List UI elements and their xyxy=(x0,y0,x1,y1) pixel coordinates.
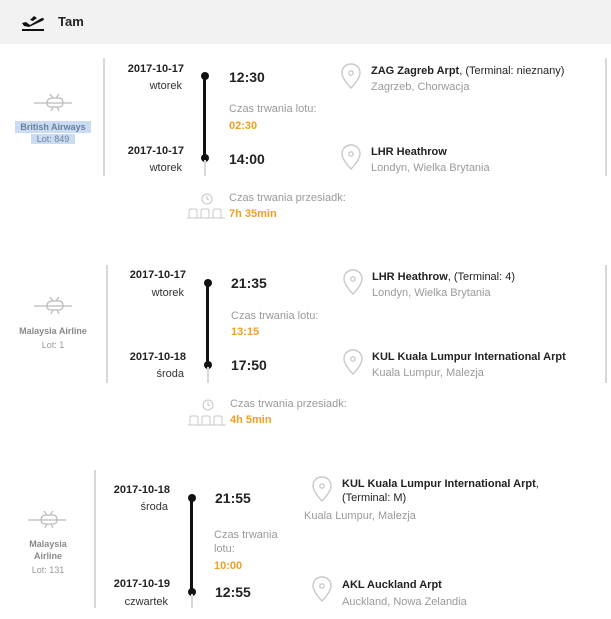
waiting-seats-icon xyxy=(187,414,227,426)
location-pin-icon xyxy=(342,349,364,375)
departure-city: Zagrzeb, Chorwacja xyxy=(371,81,470,93)
arrival-city: Auckland, Nowa Zelandia xyxy=(342,596,467,608)
arrival-date: 2017-10-18 xyxy=(129,351,186,363)
arrival-time: 17:50 xyxy=(231,357,267,373)
flight-duration-label: Czas trwania lotu: xyxy=(229,103,317,115)
terminal-info: , (Terminal: 4) xyxy=(447,271,516,283)
layover-duration: 4h 5min xyxy=(230,414,272,426)
departure-date: 2017-10-17 xyxy=(129,269,186,281)
layover-duration: 7h 35min xyxy=(229,208,277,220)
plane-departure-icon xyxy=(20,10,46,32)
location-pin-icon xyxy=(342,269,364,295)
airplane-icon xyxy=(33,93,73,113)
departure-weekday: wtorek xyxy=(151,287,184,299)
departure-weekday: wtorek xyxy=(149,80,182,92)
departure-airport xyxy=(372,270,602,284)
section-header xyxy=(0,0,611,44)
flight-duration-value: 13:15 xyxy=(231,326,260,338)
arrival-airport xyxy=(372,350,602,364)
airline-name: Malaysia Airline xyxy=(19,326,87,336)
flight-timeline xyxy=(190,498,193,592)
arrival-city: Kuala Lumpur, Malezja xyxy=(372,367,484,379)
timeline-tail xyxy=(204,160,206,176)
clock-icon xyxy=(202,399,214,411)
departure-weekday: środa xyxy=(140,501,168,513)
arrival-date: 2017-10-19 xyxy=(113,578,170,590)
timeline-tail xyxy=(191,594,193,608)
segment-left-border xyxy=(94,470,96,608)
terminal-info: , xyxy=(535,478,539,490)
location-pin-icon xyxy=(311,576,333,602)
arrival-airport xyxy=(371,145,601,159)
departure-date: 2017-10-17 xyxy=(127,63,184,75)
departure-time: 12:30 xyxy=(229,69,265,85)
flight-number: Lot: 131 xyxy=(31,565,65,575)
departure-city: Londyn, Wielka Brytania xyxy=(372,287,491,299)
flight-number: Lot: 849 xyxy=(31,134,75,144)
airport-name: LHR Heathrow xyxy=(372,271,448,283)
arrival-airport xyxy=(342,578,572,592)
airport-name: AKL Auckland Arpt xyxy=(342,579,442,591)
departure-city: Kuala Lumpur, Malezja xyxy=(304,510,416,522)
section-title: Tam xyxy=(58,14,84,29)
location-pin-icon xyxy=(340,144,362,170)
departure-time: 21:55 xyxy=(215,490,251,506)
arrival-date: 2017-10-17 xyxy=(127,145,184,157)
arrival-time: 12:55 xyxy=(215,584,251,600)
clock-icon xyxy=(201,193,213,205)
segment-left-border xyxy=(103,58,105,176)
departure-time: 21:35 xyxy=(231,275,267,291)
departure-date: 2017-10-18 xyxy=(113,484,170,496)
arrival-weekday: czwartek xyxy=(124,596,168,608)
airline-name-line1: Malaysia xyxy=(29,539,67,549)
airline-name-line2: Airline xyxy=(33,551,62,561)
flight-duration-value: 10:00 xyxy=(214,560,243,572)
waiting-seats-icon xyxy=(186,207,226,219)
segment-left-border xyxy=(106,265,108,383)
layover-label: Czas trwania przesiadk: xyxy=(229,192,346,204)
segment-right-border xyxy=(605,265,607,383)
flight-number: Lot: 1 xyxy=(41,340,65,350)
flight-duration-label: Czas trwania lotu: xyxy=(231,310,319,322)
flight-duration-label xyxy=(214,528,278,556)
airplane-icon xyxy=(27,510,67,530)
airline-name: British Airways xyxy=(15,121,91,133)
airport-name: KUL Kuala Lumpur International Arpt xyxy=(342,478,536,490)
airplane-icon xyxy=(33,296,73,316)
terminal-info-line2: (Terminal: M) xyxy=(342,492,407,504)
duration-label-line2: lotu: xyxy=(214,543,235,555)
airport-name: KUL Kuala Lumpur International Arpt xyxy=(372,351,566,363)
arrival-city: Londyn, Wielka Brytania xyxy=(371,162,490,174)
layover-label: Czas trwania przesiadk: xyxy=(230,398,347,410)
flight-timeline xyxy=(206,283,209,365)
airport-name: ZAG Zagreb Arpt xyxy=(371,65,460,77)
location-pin-icon xyxy=(340,63,362,89)
flight-timeline xyxy=(203,76,206,158)
segment-right-border xyxy=(605,58,607,176)
flight-duration-value: 02:30 xyxy=(229,120,258,132)
departure-airport xyxy=(342,477,602,505)
terminal-info: , (Terminal: nieznany) xyxy=(459,65,565,77)
location-pin-icon xyxy=(311,476,333,502)
timeline-tail xyxy=(207,367,209,383)
duration-label-line1: Czas trwania xyxy=(214,529,278,541)
departure-airport xyxy=(371,64,601,78)
arrival-weekday: środa xyxy=(156,368,184,380)
arrival-weekday: wtorek xyxy=(149,162,182,174)
airline-name xyxy=(22,538,74,562)
airport-name: LHR Heathrow xyxy=(371,146,447,158)
arrival-time: 14:00 xyxy=(229,151,265,167)
